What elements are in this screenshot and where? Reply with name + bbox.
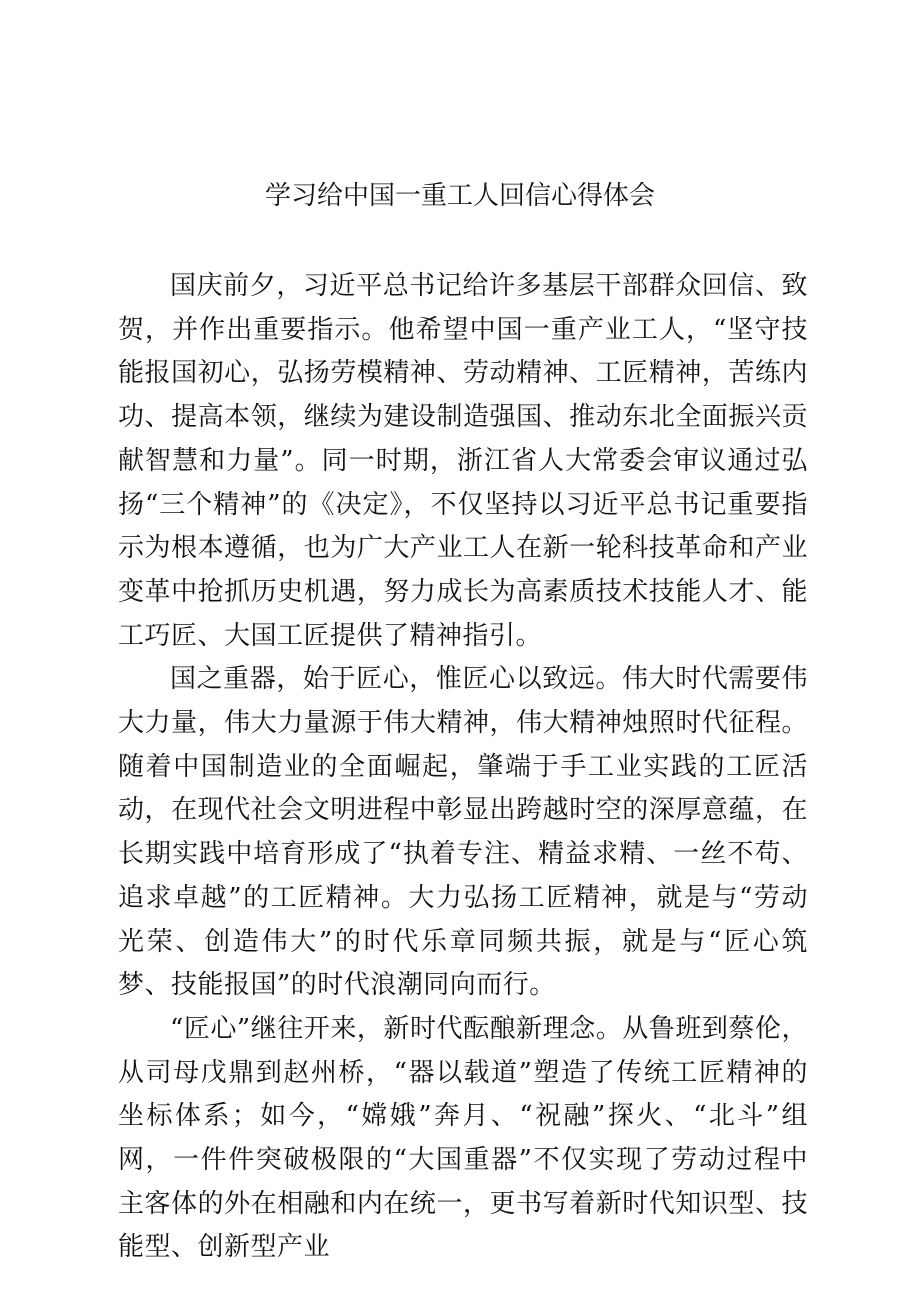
document-title: 学习给中国一重工人回信心得体会: [264, 181, 655, 211]
paragraph-3: “匠心”继往开来，新时代酝酿新理念。从鲁班到蔡伦，从司母戊鼎到赵州桥，“器以载道”塑造了传统工匠精神的坐标体系；如今，“嫦娥”奔月、“祝融”探火、“北斗”组网，一件件突破极限的“大国重器”不仅实现了劳动过程中主客体的外在相融和内在统一，更书写着新时代知识型、技能型、创新型产业: [118, 1013, 808, 1263]
paragraph-1: 国庆前夕，习近平总书记给许多基层干部群众回信、致贺，并作出重要指示。他希望中国一重产业工人，“坚守技能报国初心，弘扬劳模精神、劳动精神、工匠精神，苦练内功、提高本领，继续为建设制造强国、推动东北全面振兴贡献智慧和力量”。同一时期，浙江省人大常委会审议通过弘扬“三个精神”的《决定》，不仅坚持以习近平总书记重要指示为根本遵循，也为广大产业工人在新一轮科技革命和产业变革中抢抓历史机遇，努力成长为高素质技术技能人才、能工巧匠、大国工匠提供了精神指引。: [118, 271, 808, 651]
paragraph-2: 国之重器，始于匠心，惟匠心以致远。伟大时代需要伟大力量，伟大力量源于伟大精神，伟大精神烛照时代征程。随着中国制造业的全面崛起，肇端于手工业实践的工匠活动，在现代社会文明进程中彰显出跨越时空的深厚意蕴，在长期实践中培育形成了“执着专注、精益求精、一丝不苟、追求卓越”的工匠精神。大力弘扬工匠精神，就是与“劳动光荣、创造伟大”的时代乐章同频共振，就是与“匠心筑梦、技能报国”的时代浪潮同向而行。: [118, 664, 808, 1001]
document-body: [118, 265, 808, 1270]
